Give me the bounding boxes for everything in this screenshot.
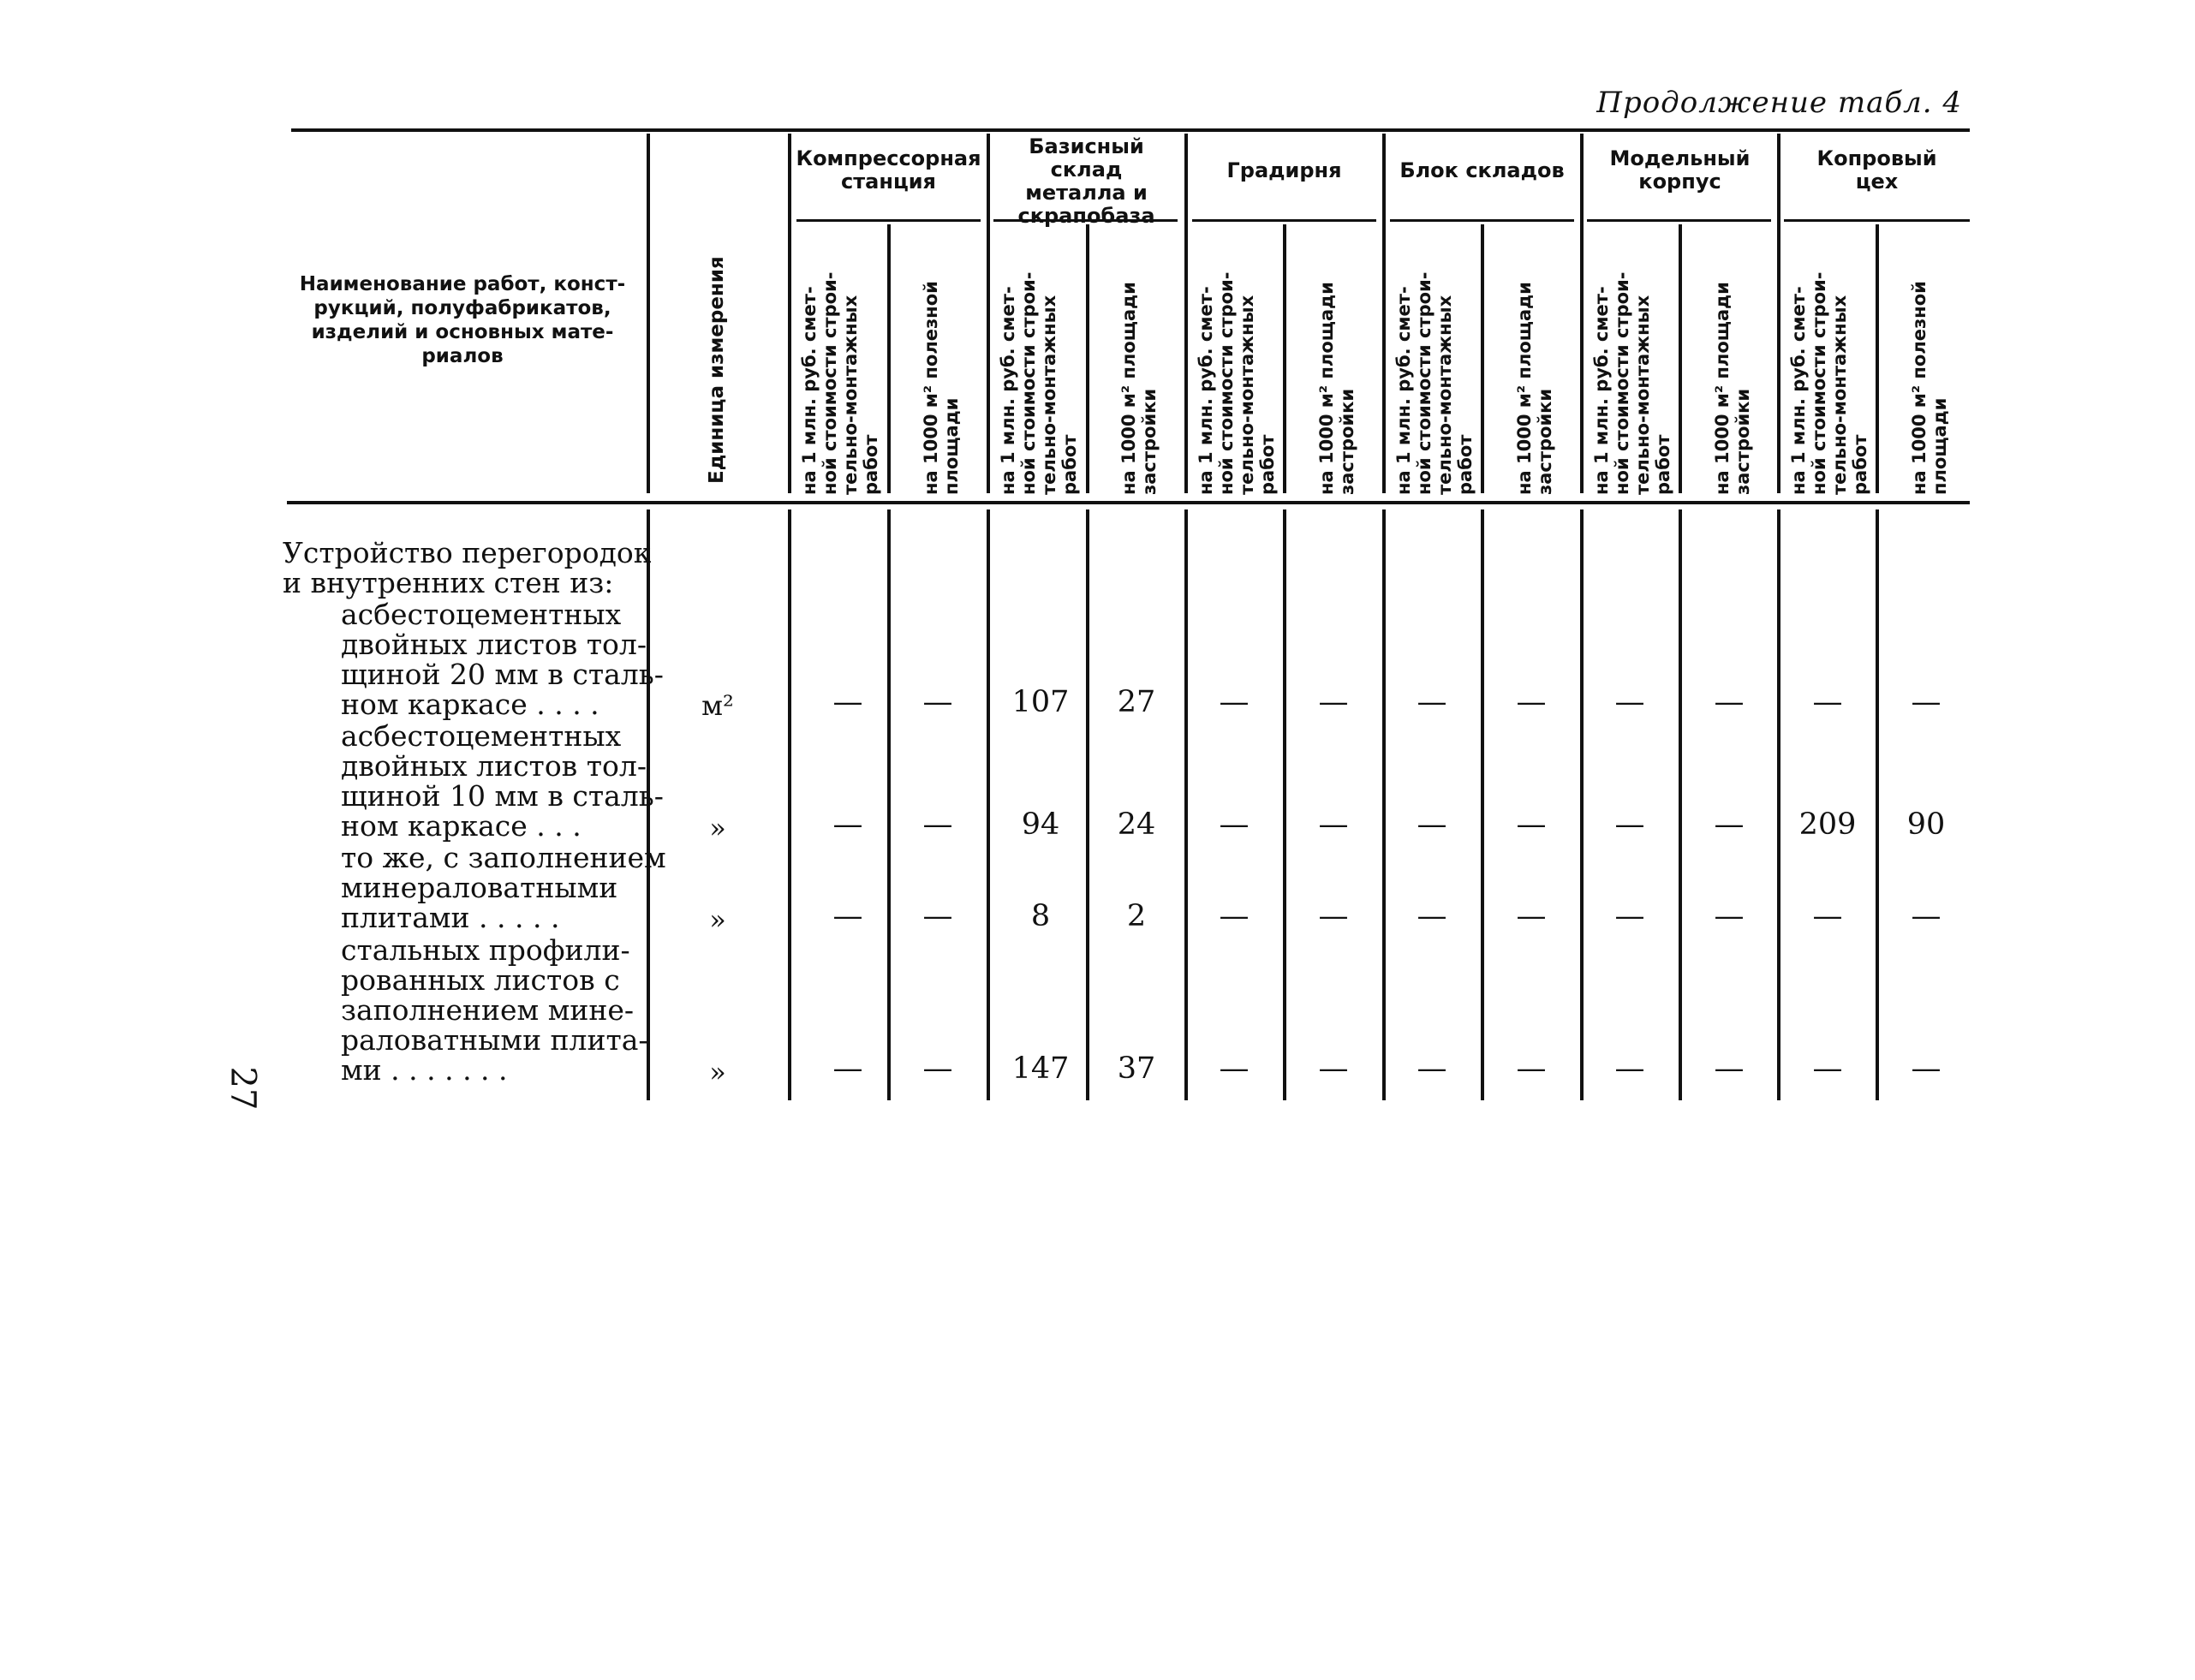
row-name: то же, с заполнением минераловатными плитами . . . . .	[341, 841, 666, 934]
page-number: 27	[223, 1066, 263, 1111]
table-cell: —	[922, 1051, 953, 1086]
table-cell: —	[1417, 807, 1447, 842]
table-cell: —	[1516, 685, 1547, 719]
table-cell: —	[1219, 807, 1250, 842]
table-cell: —	[1318, 685, 1349, 719]
table-cell: 24	[1117, 807, 1156, 842]
header-divider	[788, 134, 791, 493]
table-cell: —	[1714, 1051, 1745, 1086]
table-cell: —	[1417, 685, 1447, 719]
table-cell: —	[1219, 899, 1250, 933]
table-cell: 2	[1126, 899, 1147, 933]
table-cell: —	[1516, 899, 1547, 933]
group-title-model-building: Модельный корпус	[1609, 146, 1751, 194]
table-cell: —	[1812, 1051, 1843, 1086]
row-unit: »	[709, 903, 726, 936]
body-divider	[1382, 509, 1386, 1100]
table-cell: —	[1714, 807, 1745, 842]
body-divider	[1580, 509, 1584, 1100]
table-cell: —	[1812, 899, 1843, 933]
table-cell: —	[922, 899, 953, 933]
table-cell: —	[1614, 685, 1645, 719]
body-divider	[1184, 509, 1188, 1100]
table-cell: —	[832, 899, 863, 933]
header-divider	[887, 224, 891, 493]
body-divider	[1679, 509, 1682, 1100]
body-divider	[1481, 509, 1484, 1100]
table-cell: —	[1417, 899, 1447, 933]
group-title-compressor: Компрессорная станция	[796, 146, 981, 194]
row-name: асбестоцементных двойных листов тол- щиной 10 мм в сталь- ном каркасе . . .	[341, 719, 664, 843]
group-underline-4	[1390, 219, 1574, 222]
table-cell: —	[1812, 685, 1843, 719]
table-cell: —	[1219, 685, 1250, 719]
table-cell: 147	[1011, 1051, 1070, 1086]
body-divider	[1086, 509, 1089, 1100]
table-cell: —	[1219, 1051, 1250, 1086]
group-title-pile-shop: Копровый цех	[1816, 146, 1937, 194]
table-cell: —	[1614, 899, 1645, 933]
table-cell: —	[832, 1051, 863, 1086]
group-title-warehouse-block: Блок складов	[1399, 158, 1565, 182]
group-underline-5	[1587, 219, 1771, 222]
section-title: Устройство перегородок и внутренних стен из:	[283, 536, 652, 599]
group-underline-1	[796, 219, 981, 222]
table-cell: 8	[1030, 899, 1051, 933]
table-cell: —	[1911, 899, 1942, 933]
table-cell: —	[922, 685, 953, 719]
body-divider	[1777, 509, 1780, 1100]
name-column-header: Наименование работ, конст- рукций, полуфабрикатов, изделий и основных мате- риалов	[299, 273, 626, 367]
table-cell: —	[1516, 1051, 1547, 1086]
table-cell: 37	[1117, 1051, 1156, 1086]
header-divider	[1283, 224, 1286, 493]
body-divider	[1283, 509, 1286, 1100]
row-unit: »	[709, 812, 726, 844]
body-divider	[1876, 509, 1879, 1100]
table-cell: —	[1614, 1051, 1645, 1086]
body-divider	[987, 509, 990, 1100]
table-cell: —	[832, 685, 863, 719]
table-cell: —	[1714, 899, 1745, 933]
table-cell: —	[1318, 899, 1349, 933]
header-divider	[1679, 224, 1682, 493]
row-unit: »	[709, 1056, 726, 1088]
table-cell: —	[1417, 1051, 1447, 1086]
row-name: асбестоцементных двойных листов тол- щиной 20 мм в сталь- ном каркасе . . . .	[341, 598, 664, 721]
table-cell: —	[1318, 1051, 1349, 1086]
table-cell: —	[1714, 685, 1745, 719]
header-divider	[1382, 134, 1386, 493]
table-caption: Продолжение табл. 4	[1596, 86, 1962, 120]
header-divider	[1086, 224, 1089, 493]
body-divider	[887, 509, 891, 1100]
row-name: стальных профили- рованных листов с заполнением мине- раловатными плита- ми . . . . . . .	[341, 933, 648, 1087]
table-cell: 209	[1798, 807, 1857, 842]
table-cell: —	[1911, 1051, 1942, 1086]
header-bottom-rule	[287, 501, 1970, 504]
table-cell: —	[1614, 807, 1645, 842]
group-title-base-warehouse: Базисный склад металла и скрапобаза	[1017, 134, 1155, 228]
table-cell: 90	[1906, 807, 1946, 842]
header-divider	[1876, 224, 1879, 493]
table-cell: 27	[1117, 685, 1156, 719]
table-cell: —	[1318, 807, 1349, 842]
table-cell: —	[1911, 685, 1942, 719]
header-divider	[647, 134, 650, 493]
table-cell: 94	[1021, 807, 1060, 842]
header-divider	[1481, 224, 1484, 493]
table-cell: —	[832, 807, 863, 842]
table-cell: 107	[1011, 685, 1070, 719]
table-cell: —	[922, 807, 953, 842]
group-underline-6	[1784, 219, 1970, 222]
top-rule	[291, 128, 1970, 132]
row-unit: м²	[701, 689, 734, 722]
body-divider	[788, 509, 791, 1100]
header-divider	[1184, 134, 1188, 493]
table-cell: —	[1516, 807, 1547, 842]
group-underline-3	[1192, 219, 1376, 222]
group-title-cooling-tower: Градирня	[1226, 158, 1342, 182]
